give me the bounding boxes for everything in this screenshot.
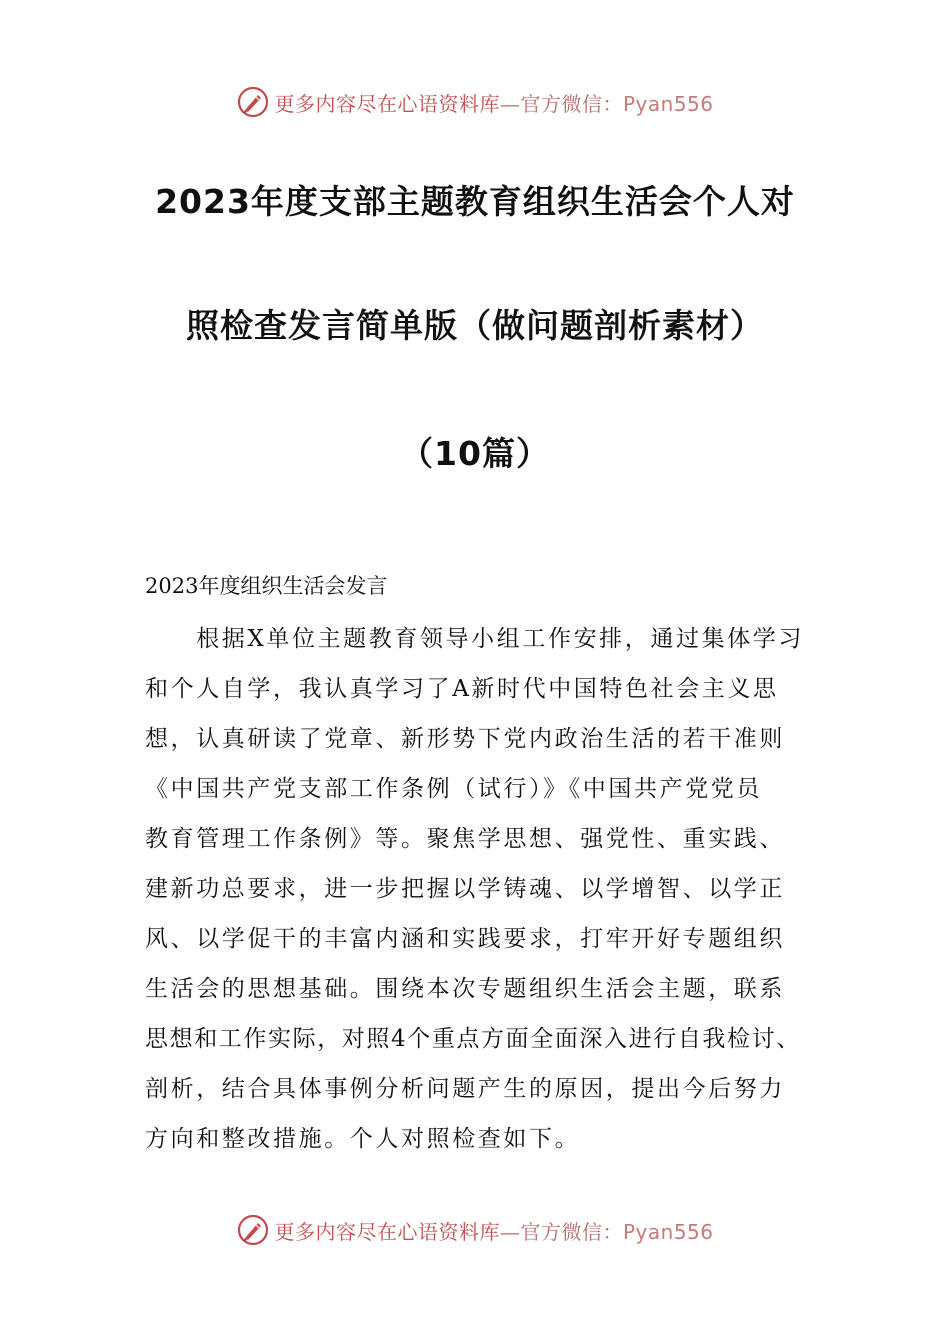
watermark-main: 更多内容尽在心语资料库 [274, 91, 500, 116]
watermark-sub: —官方微信： [499, 1219, 623, 1244]
document-title-line-2: 照检查发言简单版（做问题剖析素材） [186, 306, 764, 345]
pen-logo-icon [236, 1213, 270, 1247]
paragraph-line: 方向和整改措施。个人对照检查如下。 [145, 1126, 581, 1152]
paragraph-line: 根据X单位主题教育领导小组工作安排，通过集体学习 [145, 626, 804, 652]
paragraph-line: 和个人自学，我认真学习了A新时代中国特色社会主义思 [145, 676, 779, 702]
paragraph-line: 想，认真研读了党章、新形势下党内政治生活的若干准则 [145, 726, 785, 752]
paragraph-line: 《中国共产党支部工作条例（试行）》《中国共产党党员 [145, 776, 762, 802]
footer-watermark [0, 1210, 950, 1250]
header-watermark [0, 82, 950, 122]
section-heading: 2023年度组织生活会发言 [145, 574, 388, 598]
watermark-wechat-id: Pyan556 [622, 1219, 714, 1244]
document-title-line-1: 2023年度支部主题教育组织生活会个人对 [155, 182, 795, 221]
paragraph-line: 建新功总要求，进一步把握以学铸魂、以学增智、以学正 [145, 876, 785, 902]
watermark-text [274, 1216, 713, 1245]
paragraph-line: 风、以学促干的丰富内涵和实践要求，打牢开好专题组织 [145, 926, 785, 952]
watermark-text [274, 88, 713, 117]
paragraph-line: 教育管理工作条例》等。聚焦学思想、强党性、重实践、 [145, 826, 785, 852]
watermark-sub: —官方微信： [499, 91, 623, 116]
watermark-wechat-id: Pyan556 [622, 91, 714, 116]
paragraph-line: 生活会的思想基础。围绕本次专题组织生活会主题，联系 [145, 976, 785, 1002]
paragraph-line: 思想和工作实际，对照4个重点方面全面深入进行自我检讨、 [145, 1026, 801, 1052]
paragraph-line: 剖析，结合具体事例分析问题产生的原因，提出今后努力 [145, 1076, 785, 1102]
pen-logo-icon [236, 85, 270, 119]
document-title-line-3: （10篇） [400, 434, 550, 473]
watermark-main: 更多内容尽在心语资料库 [274, 1219, 500, 1244]
